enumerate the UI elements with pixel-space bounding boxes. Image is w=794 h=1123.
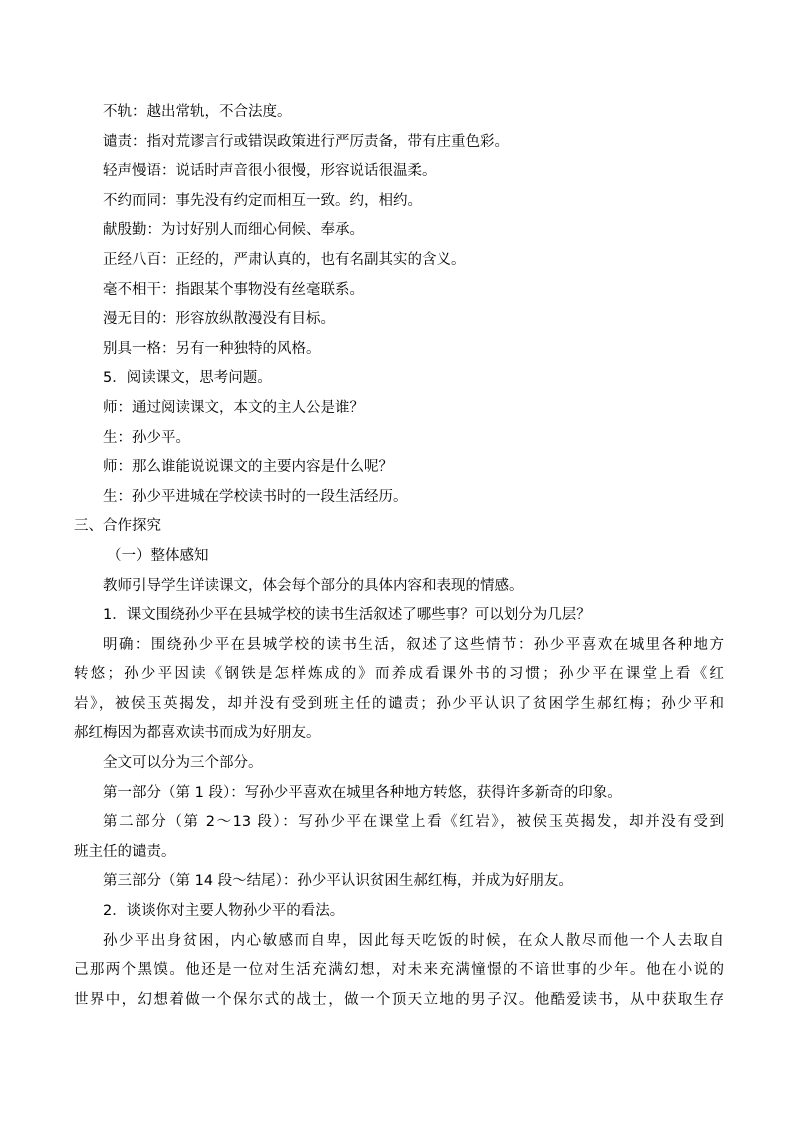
text-line: 1．课文围绕孙少平在县城学校的读书生活叙述了哪些事？可以划分为几层？	[103, 607, 591, 624]
text-line: 轻声慢语：说话时声音很小很慢，形容说话很温柔。	[103, 163, 437, 180]
text-line: 师：那么谁能说说课文的主要内容是什么呢？	[103, 459, 393, 476]
text-line: 不约而同：事先没有约定而相互一致。约，相约。	[103, 192, 422, 209]
document-body	[74, 98, 724, 1015]
text-line: 转悠；孙少平因读《钢铁是怎样炼成的》而养成看课外书的习惯；孙少平在课堂上看《红	[74, 666, 724, 683]
text-line: 全文可以分为三个部分。	[103, 755, 263, 772]
text-line: 己那两个黑馍。他还是一位对生活充满幻想，对未来充满憧憬的不谙世事的少年。他在小说的	[74, 962, 724, 979]
text-line: 师：通过阅读课文，本文的主人公是谁？	[103, 399, 364, 416]
text-line: 献殷勤：为讨好别人而细心伺候、奉承。	[103, 222, 364, 239]
text-line: 第二部分（第 2～13 段）：写孙少平在课堂上看《红岩》，被侯玉英揭发，却并没有受到	[103, 814, 724, 831]
text-line: 正经八百：正经的，严肃认真的，也有名副其实的含义。	[103, 251, 466, 268]
text-line: 别具一格：另有一种独特的风格。	[103, 340, 321, 357]
text-line: 教师引导学生详读课文，体会每个部分的具体内容和表现的情感。	[103, 577, 524, 594]
text-line: 孙少平出身贫困，内心敏感而自卑，因此每天吃饭的时候，在众人散尽而他一个人去取自	[103, 932, 724, 949]
text-line: 不轨：越出常轨，不合法度。	[103, 104, 292, 120]
text-line: 漫无目的：形容放纵散漫没有目标。	[103, 311, 335, 328]
section-heading: 三、合作探究	[74, 518, 161, 535]
text-line: 世界中，幻想着做一个保尔式的战士，做一个顶天立地的男子汉。他酷爱读书，从中获取生存	[74, 991, 724, 1008]
text-line: 岩》，被侯玉英揭发，却并没有受到班主任的谴责；孙少平认识了贫困学生郝红梅；孙少平和	[74, 695, 724, 712]
text-line: 2．谈谈你对主要人物孙少平的看法。	[103, 903, 345, 920]
text-line: 郝红梅因为都喜欢读书而成为好朋友。	[74, 725, 321, 742]
subsection-heading: （一）整体感知	[107, 547, 209, 564]
text-line: 谴责：指对荒谬言行或错误政策进行严厉责备，带有庄重色彩。	[103, 133, 509, 150]
text-line: 第三部分（第 14 段～结尾）：孙少平认识贫困生郝红梅，并成为好朋友。	[103, 873, 573, 890]
text-line: 第一部分（第 1 段）：写孙少平喜欢在城里各种地方转悠，获得许多新奇的印象。	[103, 784, 622, 801]
text-line: 生：孙少平。	[103, 429, 190, 446]
text-line: 明确：围绕孙少平在县城学校的读书生活，叙述了这些情节：孙少平喜欢在城里各种地方	[103, 636, 724, 653]
text-line: 毫不相干：指跟某个事物没有丝毫联系。	[103, 281, 364, 298]
text-line: 5．阅读课文，思考问题。	[103, 370, 272, 387]
text-line: 班主任的谴责。	[74, 843, 176, 860]
text-line: 生：孙少平进城在学校读书时的一段生活经历。	[103, 488, 408, 505]
